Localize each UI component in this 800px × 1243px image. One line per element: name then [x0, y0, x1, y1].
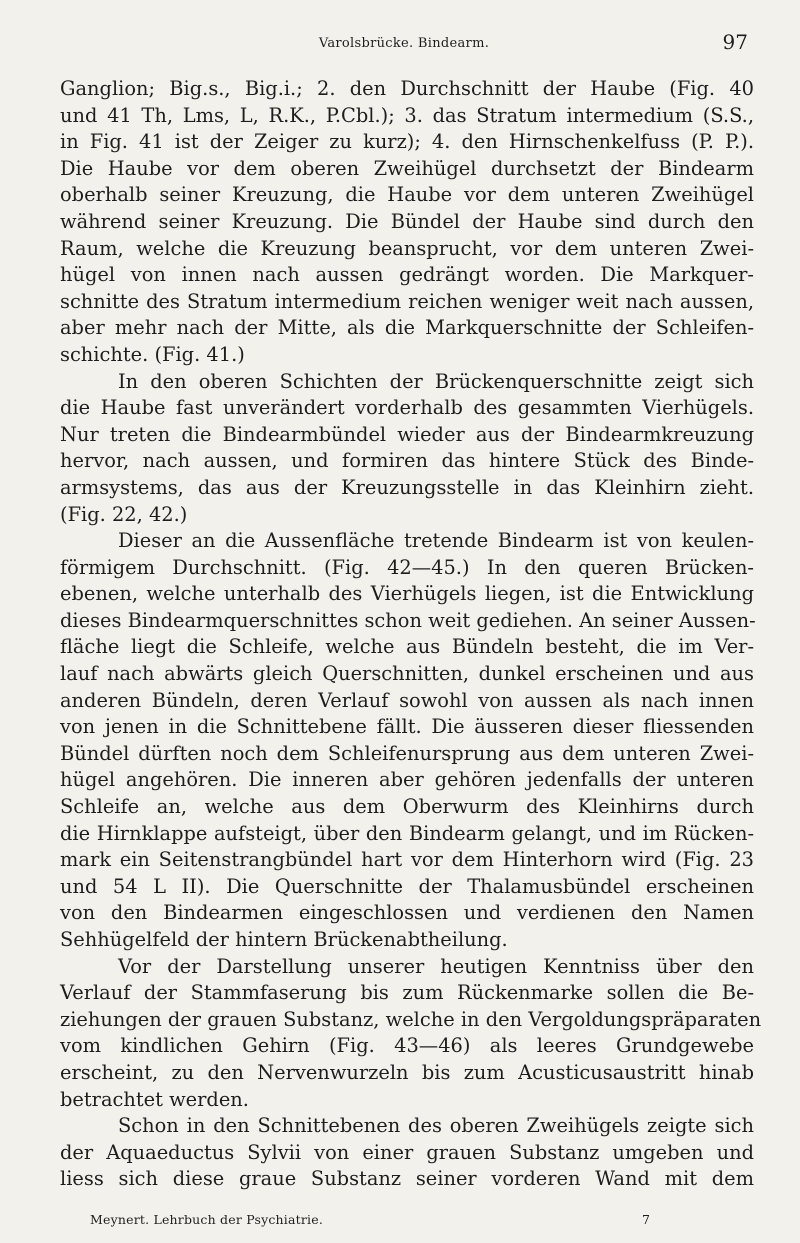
signature-note: Meynert. Lehrbuch der Psychiatrie. — [90, 1212, 324, 1227]
text-line: Schon in den Schnittebenen des oberen Zweihügels zeigte sich — [118, 1114, 754, 1138]
text-line: hügel von innen nach aussen gedrängt worden. Die Markquer- — [60, 263, 754, 287]
text-line: In den oberen Schichten der Brückenquerschnitte zeigt sich — [118, 369, 754, 393]
text-line: die Hirnklappe aufsteigt, über den Bindearm gelangt, und im Rücken- — [60, 821, 754, 845]
text-line: und 41 Th, Lms, L, R.K., P.Cbl.); 3. das Stratum intermedium (S.S., — [60, 103, 754, 127]
page-number: 97 — [722, 30, 748, 54]
text-line: hervor, nach aussen, und formiren das hintere Stück des Binde- — [60, 449, 754, 473]
text-line: während seiner Kreuzung. Die Bündel der Haube sind durch den — [60, 209, 754, 233]
signature-mark: 7 — [642, 1212, 650, 1227]
text-line: Schleife an, welche aus dem Oberwurm des Kleinhirns durch — [60, 795, 754, 819]
text-line: und 54 L II). Die Querschnitte der Thalamusbündel erscheinen — [60, 874, 754, 898]
text-line: betrachtet werden. — [60, 1087, 249, 1111]
body-text — [60, 76, 762, 1193]
text-line: ebenen, welche unterhalb des Vierhügels liegen, ist die Entwicklung — [60, 582, 754, 606]
text-line: liess sich diese graue Substanz seiner vorderen Wand mit dem — [60, 1167, 754, 1191]
text-line: aber mehr nach der Mitte, als die Markquerschnitte der Schleifen- — [60, 316, 754, 340]
text-line: Bündel dürften noch dem Schleifenursprung aus dem unteren Zwei- — [60, 741, 754, 765]
page-footer — [90, 1212, 650, 1232]
text-line: schichte. (Fig. 41.) — [60, 342, 245, 366]
text-line: ziehungen der grauen Substanz, welche in den Vergoldungspräparaten — [60, 1007, 762, 1031]
text-line: oberhalb seiner Kreuzung, die Haube vor dem unteren Zweihügel — [60, 183, 754, 207]
text-line: vom kindlichen Gehirn (Fig. 43—46) als leeres Grundgewebe — [60, 1034, 754, 1058]
text-line: lauf nach abwärts gleich Querschnitten, dunkel erscheinen und aus — [60, 662, 754, 686]
text-line: in Fig. 41 ist der Zeiger zu kurz); 4. den Hirnschenkelfuss (P. P.). — [60, 130, 754, 154]
text-line: Raum, welche die Kreuzung beansprucht, vor dem unteren Zwei- — [60, 236, 754, 260]
text-line: Verlauf der Stammfaserung bis zum Rückenmarke sollen die Be- — [60, 981, 754, 1005]
text-line: von den Bindearmen eingeschlossen und verdienen den Namen — [60, 901, 754, 925]
text-line: Ganglion; Big.s., Big.i.; 2. den Durchschnitt der Haube (Fig. 40 — [60, 77, 754, 100]
text-line: armsystems, das aus der Kreuzungsstelle in das Kleinhirn zieht. — [60, 475, 754, 499]
page-header — [60, 30, 748, 60]
text-line: schnitte des Stratum intermedium reichen weniger weit nach aussen, — [60, 289, 754, 313]
text-line: Die Haube vor dem oberen Zweihügel durchsetzt der Bindearm — [60, 156, 754, 180]
text-line: der Aquaeductus Sylvii von einer grauen Substanz umgeben und — [60, 1140, 754, 1164]
text-line: hügel angehören. Die inneren aber gehören jedenfalls der unteren — [60, 768, 754, 792]
text-line: mark ein Seitenstrangbündel hart vor dem Hinterhorn wird (Fig. 23 — [60, 848, 754, 872]
text-line: von jenen in die Schnittebene fällt. Die äusseren dieser fliessenden — [60, 715, 754, 739]
text-line: Dieser an die Aussenfläche tretende Bindearm ist von keulen- — [118, 529, 754, 553]
text-line: anderen Bündeln, deren Verlauf sowohl von aussen als nach innen — [60, 688, 754, 712]
text-line: Nur treten die Bindearmbündel wieder aus der Bindearmkreuzung — [60, 422, 754, 446]
text-line: Vor der Darstellung unserer heutigen Kenntniss über den — [118, 954, 754, 978]
text-line: die Haube fast unverändert vorderhalb des gesammten Vierhügels. — [60, 396, 754, 420]
text-line: Sehhügelfeld der hintern Brückenabtheilung. — [60, 928, 508, 951]
text-line: (Fig. 22, 42.) — [60, 502, 188, 526]
running-head: Varolsbrücke. Bindearm. — [318, 36, 490, 51]
text-line: förmigem Durchschnitt. (Fig. 42—45.) In den queren Brücken- — [60, 555, 754, 579]
text-line: fläche liegt die Schleife, welche aus Bündeln besteht, die im Ver- — [60, 635, 754, 659]
text-line: erscheint, zu den Nervenwurzeln bis zum Acusticusaustritt hinab — [60, 1060, 754, 1084]
text-line: dieses Bindearmquerschnittes schon weit gediehen. An seiner Aussen- — [60, 608, 756, 632]
